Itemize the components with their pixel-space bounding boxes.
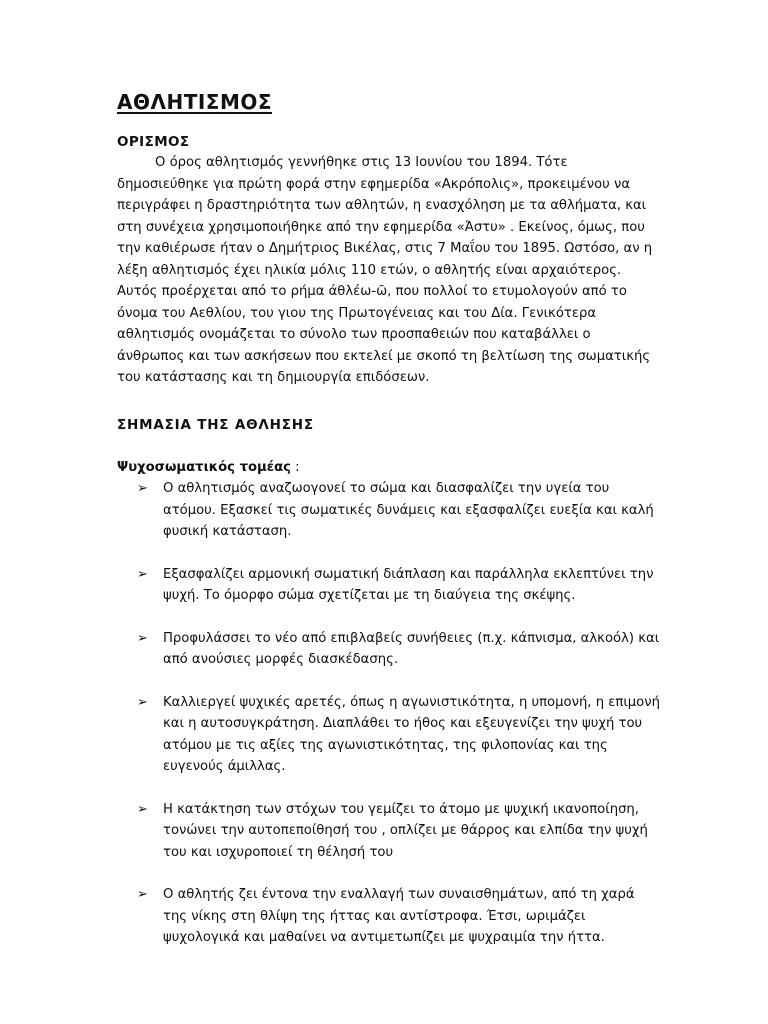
arrow-bullet-icon: ➢ <box>137 694 148 710</box>
arrow-bullet-icon: ➢ <box>137 801 148 817</box>
list-item <box>117 692 662 778</box>
definition-heading: ΟΡΙΣΜΟΣ <box>117 134 190 150</box>
list-item <box>117 884 662 949</box>
bullet-text: Εξασφαλίζει αρμονική σωματική διάπλαση και παράλληλα εκλεπτύνει την ψυχή. Το όμορφο σώμα σχετίζεται με τη διαύγεια της σκέψης. <box>163 566 654 603</box>
bullet-text: Προφυλάσσει το νέο από επιβλαβείς συνήθειες (π.χ. κάπνισμα, αλκοόλ) και από ανούσιες μορφές διασκέδασης. <box>163 630 660 667</box>
arrow-bullet-icon: ➢ <box>137 630 148 646</box>
significance-heading: ΣΗΜΑΣΙΑ ΤΗΣ ΑΘΛΗΣΗΣ <box>117 417 314 433</box>
bullet-text: Ο αθλητισμός αναζωογονεί το σώμα και διασφαλίζει την υγεία του ατόμου. Εξασκεί τις σωματικές δυνάμεις και εξασφαλίζει ευεξία και καλή φυσική κατάσταση. <box>163 481 654 539</box>
bullet-list <box>117 478 662 970</box>
bullet-text: Η κατάκτηση των στόχων του γεμίζει το άτομο με ψυχική ικανοποίηση, τονώνει την αυτοπεποίθησή του , οπλίζει με θάρρος και ελπίδα την ψυχή του και ισχυροποιεί τη θέλησή του <box>163 801 648 860</box>
subsection-suffix: : <box>290 460 300 475</box>
list-item <box>117 564 662 607</box>
arrow-bullet-icon: ➢ <box>137 566 148 582</box>
bullet-text: Ο αθλητής ζει έντονα την εναλλαγή των συναισθημάτων, από τη χαρά της νίκης στη θλίψη της ήττας και αντίστροφα. Έτσι, ωριμάζει ψυχολογικά και μαθαίνει να αντιμετωπίζει με ψυχραιμία την ήττα. <box>163 887 635 945</box>
definition-paragraph: Ο όρος αθλητισμός γεννήθηκε στις 13 Ιουνίου του 1894. Τότε δημοσιεύθηκε για πρώτη φορά στην εφημερίδα «Ακρόπολις», προκειμένου να περιγράφει η δραστηριότητα των αθλητών, η ενασχόληση με τα αθλήματα, και στη συνέχεια χρησιμοποιήθηκε από την εφημερίδα «Άστυ» . Εκείνος, όμως, που την καθιέρωσε ήταν ο Δημήτριος Βικέλας, στις 7 Μαΐου του 1895. Ωστόσο, αν η λέξη αθλητισμός έχει ηλικία μόλις 110 ετών, ο αθλητής είναι αρχαιότερος. Αυτός προέρχεται από το ρήμα άθλέω-ῶ, που πολλοί το ετυμολογούν από το όνομα του Αεθλίου, του γιου της Πρωτογένειας και του Δία. Γενικότερα αθλητισμός ονομάζεται το σύνολο των προσπαθειών που καταβάλλει ο άνθρωπος και των ασκήσεων που εκτελεί με σκοπό τη βελτίωση της σωματικής του κατάστασης και τη δημιουργία επιδόσεων. <box>117 155 653 385</box>
list-item <box>117 799 662 864</box>
subsection-title: Ψυχοσωματικός τομέας <box>117 460 291 475</box>
list-item <box>117 478 662 543</box>
arrow-bullet-icon: ➢ <box>137 887 148 902</box>
document-title: ΑΘΛΗΤΙΣΜΟΣ <box>117 90 273 114</box>
bullet-text: Καλλιεργεί ψυχικές αρετές, όπως η αγωνιστικότητα, η υπομονή, η επιμονή και η αυτοσυγκράτηση. Διαπλάθει το ήθος και εξευγενίζει την ψυχή του ατόμου με τις αξίες της αγωνιστικότητας, της φιλοπονίας και της ευγενούς άμιλλας. <box>163 694 660 774</box>
list-item <box>117 628 662 671</box>
arrow-bullet-icon: ➢ <box>137 481 148 496</box>
subsection-heading <box>117 460 300 475</box>
